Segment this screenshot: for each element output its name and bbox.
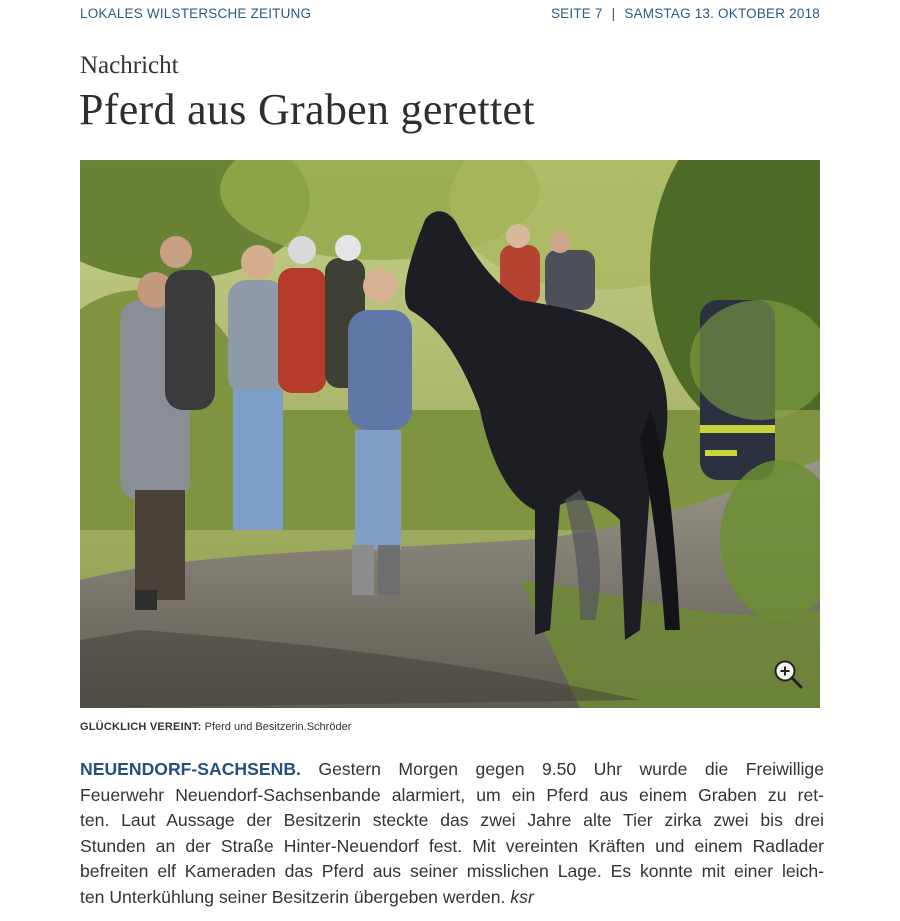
section-title[interactable]: LOKALES WILSTERSCHE ZEITUNG	[80, 6, 312, 21]
body-line-5: befreiten elf Kameraden das Pferd aus seiner misslichen Lage. Es konnte mit einer leich-	[80, 861, 824, 881]
body-line-3: ten. Laut Aussage der Besitzerin steckte das zwei Jahre alte Tier zirka zwei bis drei	[80, 810, 824, 830]
separator: |	[611, 6, 616, 21]
page-number: SEITE 7	[550, 6, 603, 21]
caption-lead: GLÜCKLICH VEREINT:	[80, 721, 202, 733]
issue-info	[551, 6, 820, 21]
body-line-4: Stunden an der Straße Hinter-Neuendorf fest. Mit vereinten Kräften und einem Radlader	[80, 835, 824, 856]
caption-text: Pferd und Besitzerin.Schröder	[204, 721, 352, 733]
body-line-2: Feuerwehr Neuendorf-Sachsenbande alarmiert, um ein Pferd aus einem Graben zu ret-	[80, 784, 824, 805]
article-kicker: Nachricht	[80, 52, 179, 79]
article-photo[interactable]	[80, 160, 820, 708]
zoom-icon[interactable]	[770, 656, 806, 692]
author-initials: ksr	[510, 886, 534, 907]
article-headline: Pferd aus Graben gerettet	[79, 85, 535, 134]
body-text-6: ten Unterkühlung seiner Besitzerin übergeben werden.	[80, 886, 506, 907]
body-line-1	[80, 757, 824, 783]
dateline: NEUENDORF-SACHSENB.	[80, 759, 301, 779]
body-line-6	[80, 885, 824, 911]
photo-caption	[80, 721, 351, 733]
body-text-1: Gestern Morgen gegen 9.50 Uhr wurde die Freiwillige	[300, 759, 824, 779]
horse-rescue-photo	[80, 160, 820, 708]
masthead	[80, 6, 820, 26]
issue-date: SAMSTAG 13. OKTOBER 2018	[624, 6, 820, 21]
article-body	[80, 757, 824, 910]
